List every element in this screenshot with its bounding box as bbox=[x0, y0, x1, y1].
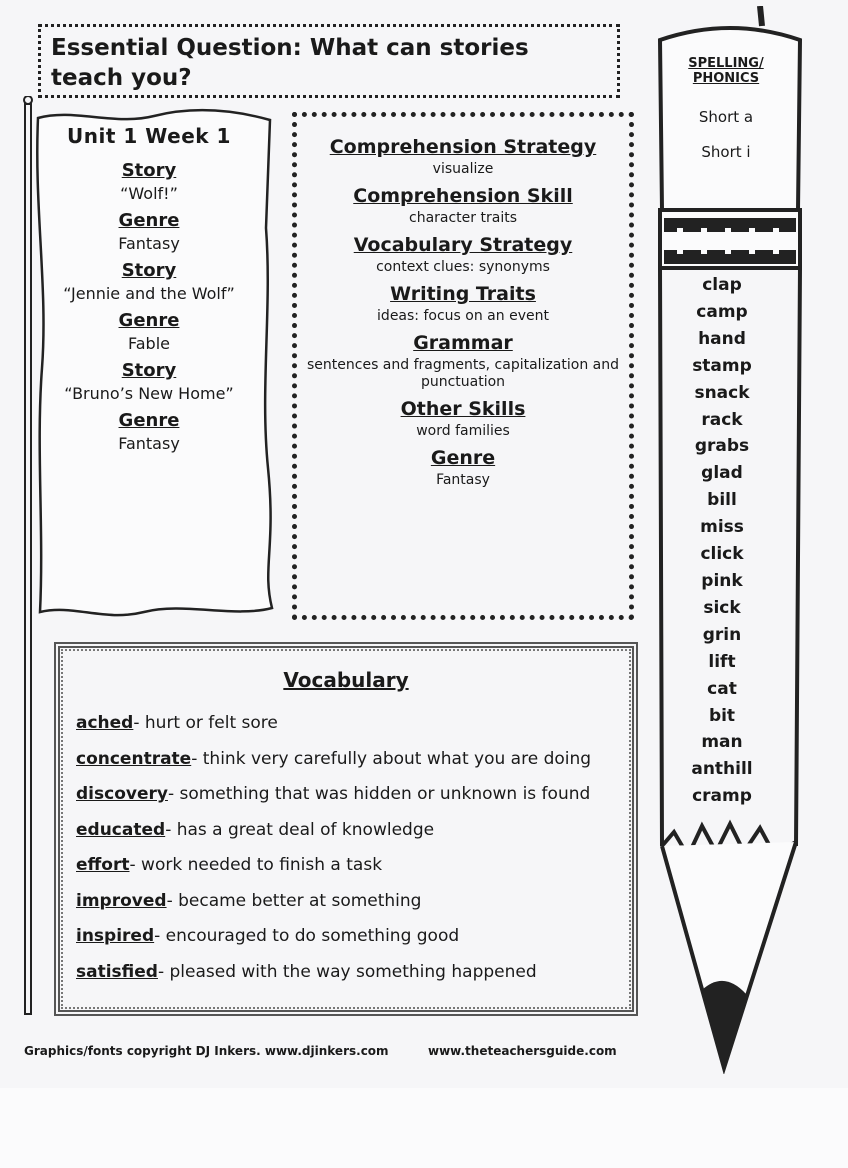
entry-value: Fantasy bbox=[118, 234, 180, 253]
vocab-word: satisfied bbox=[76, 961, 158, 982]
skill-value: visualize bbox=[432, 161, 494, 177]
entry-heading: Story bbox=[121, 160, 177, 181]
spelling-word: camp bbox=[696, 301, 748, 322]
entry-heading: Genre bbox=[118, 310, 180, 331]
essential-question-box bbox=[38, 24, 620, 98]
vocab-row bbox=[76, 919, 616, 955]
unit-entry bbox=[44, 258, 254, 304]
spelling-word: cat bbox=[707, 678, 737, 699]
skill-section bbox=[297, 282, 629, 325]
unit-entry bbox=[44, 408, 254, 454]
skill-section bbox=[297, 446, 629, 489]
spelling-word: lift bbox=[708, 651, 736, 672]
entry-value: “Bruno’s New Home” bbox=[64, 384, 234, 403]
skill-value: character traits bbox=[409, 210, 517, 226]
spelling-pattern: Short a bbox=[698, 108, 754, 126]
unit-week-banner bbox=[44, 124, 254, 456]
vocab-row bbox=[76, 813, 616, 849]
spelling-pattern: Short i bbox=[701, 143, 751, 161]
skill-value: context clues: synonyms bbox=[376, 259, 550, 275]
entry-heading: Genre bbox=[118, 210, 180, 231]
unit-entry bbox=[44, 358, 254, 404]
unit-entry bbox=[44, 308, 254, 354]
vocab-word: educated bbox=[76, 819, 166, 840]
skill-heading: Comprehension Skill bbox=[353, 185, 573, 207]
page-bottom-margin bbox=[0, 1088, 848, 1168]
spelling-word: pink bbox=[701, 570, 743, 591]
vocab-definition: - work needed to finish a task bbox=[129, 855, 383, 875]
entry-value: “Wolf!” bbox=[120, 184, 178, 203]
skill-section bbox=[297, 184, 629, 227]
entry-heading: Story bbox=[121, 360, 177, 381]
vocab-definition: - encouraged to do something good bbox=[154, 926, 460, 946]
vocab-word: ached bbox=[76, 713, 134, 733]
spelling-word: cramp bbox=[692, 786, 752, 807]
unit-entry bbox=[44, 208, 254, 254]
skill-heading: Vocabulary Strategy bbox=[353, 234, 573, 256]
spelling-word: glad bbox=[701, 463, 743, 484]
skill-section bbox=[297, 397, 629, 440]
spelling-word: sick bbox=[703, 597, 741, 618]
entry-value: Fantasy bbox=[118, 434, 180, 453]
skill-value: Fantasy bbox=[436, 472, 490, 488]
skill-heading: Grammar bbox=[413, 332, 513, 354]
skill-section bbox=[297, 135, 629, 178]
vocab-definition: - something that was hidden or unknown is found bbox=[167, 784, 591, 804]
spelling-word: click bbox=[700, 544, 744, 565]
skill-heading: Writing Traits bbox=[390, 283, 536, 305]
skill-section bbox=[297, 233, 629, 276]
vocab-word: effort bbox=[76, 855, 130, 875]
skill-heading: Comprehension Strategy bbox=[329, 136, 597, 158]
unit-title: Unit 1 Week 1 bbox=[67, 124, 231, 148]
skill-heading: Genre bbox=[430, 447, 496, 469]
entry-value: “Jennie and the Wolf” bbox=[63, 284, 235, 303]
skill-heading: Other Skills bbox=[400, 398, 526, 420]
skill-section bbox=[297, 331, 629, 391]
vocab-row bbox=[76, 955, 616, 991]
vocabulary-box bbox=[54, 642, 638, 1016]
skill-value: sentences and fragments, capitalization and punctuation bbox=[307, 357, 619, 390]
unit-entry bbox=[44, 158, 254, 204]
vocabulary-title: Vocabulary bbox=[283, 668, 409, 692]
spelling-word: miss bbox=[700, 517, 744, 538]
footer-copyright: Graphics/fonts copyright DJ Inkers. www.djinkers.com bbox=[24, 1044, 389, 1058]
skill-value: word families bbox=[416, 423, 510, 439]
entry-heading: Story bbox=[121, 260, 177, 281]
spelling-word: stamp bbox=[692, 355, 752, 376]
vocab-definition: - has a great deal of knowledge bbox=[165, 819, 435, 840]
vocab-word: concentrate bbox=[76, 748, 192, 769]
vocab-row bbox=[76, 884, 616, 920]
spelling-word: grabs bbox=[694, 436, 750, 457]
entry-value: Fable bbox=[128, 334, 170, 353]
skill-value: ideas: focus on an event bbox=[377, 308, 549, 324]
vocab-definition: - pleased with the way something happened bbox=[157, 961, 537, 982]
vocab-row bbox=[76, 777, 616, 813]
spelling-word-list bbox=[670, 272, 774, 810]
vocab-word: discovery bbox=[76, 784, 168, 804]
spelling-word: anthill bbox=[691, 759, 753, 780]
spelling-word: grin bbox=[702, 624, 742, 645]
spelling-patterns bbox=[670, 100, 782, 170]
spelling-word: hand bbox=[698, 328, 746, 349]
essential-question-text: Essential Question: What can stories teach you? bbox=[51, 35, 529, 91]
vocab-row bbox=[76, 706, 616, 742]
entry-heading: Genre bbox=[118, 410, 180, 431]
vocab-definition: - think very carefully about what you are doing bbox=[191, 748, 592, 769]
vocab-row bbox=[76, 742, 616, 778]
spelling-word: bit bbox=[708, 705, 736, 726]
spelling-word: rack bbox=[701, 409, 743, 430]
spelling-word: bill bbox=[707, 490, 737, 511]
vocab-word: improved bbox=[76, 890, 167, 911]
spelling-word: clap bbox=[702, 275, 742, 295]
skills-box bbox=[292, 112, 634, 620]
vocab-word: inspired bbox=[76, 926, 155, 946]
spelling-word: snack bbox=[694, 382, 750, 403]
vocab-row bbox=[76, 848, 616, 884]
spelling-word: man bbox=[701, 732, 743, 753]
footer-website: www.theteachersguide.com bbox=[428, 1044, 617, 1058]
flag-pole-icon bbox=[22, 96, 34, 1016]
vocab-definition: - hurt or felt sore bbox=[133, 713, 278, 733]
spelling-heading: SPELLING/ PHONICS bbox=[688, 56, 764, 86]
vocab-definition: - became better at something bbox=[166, 890, 422, 911]
